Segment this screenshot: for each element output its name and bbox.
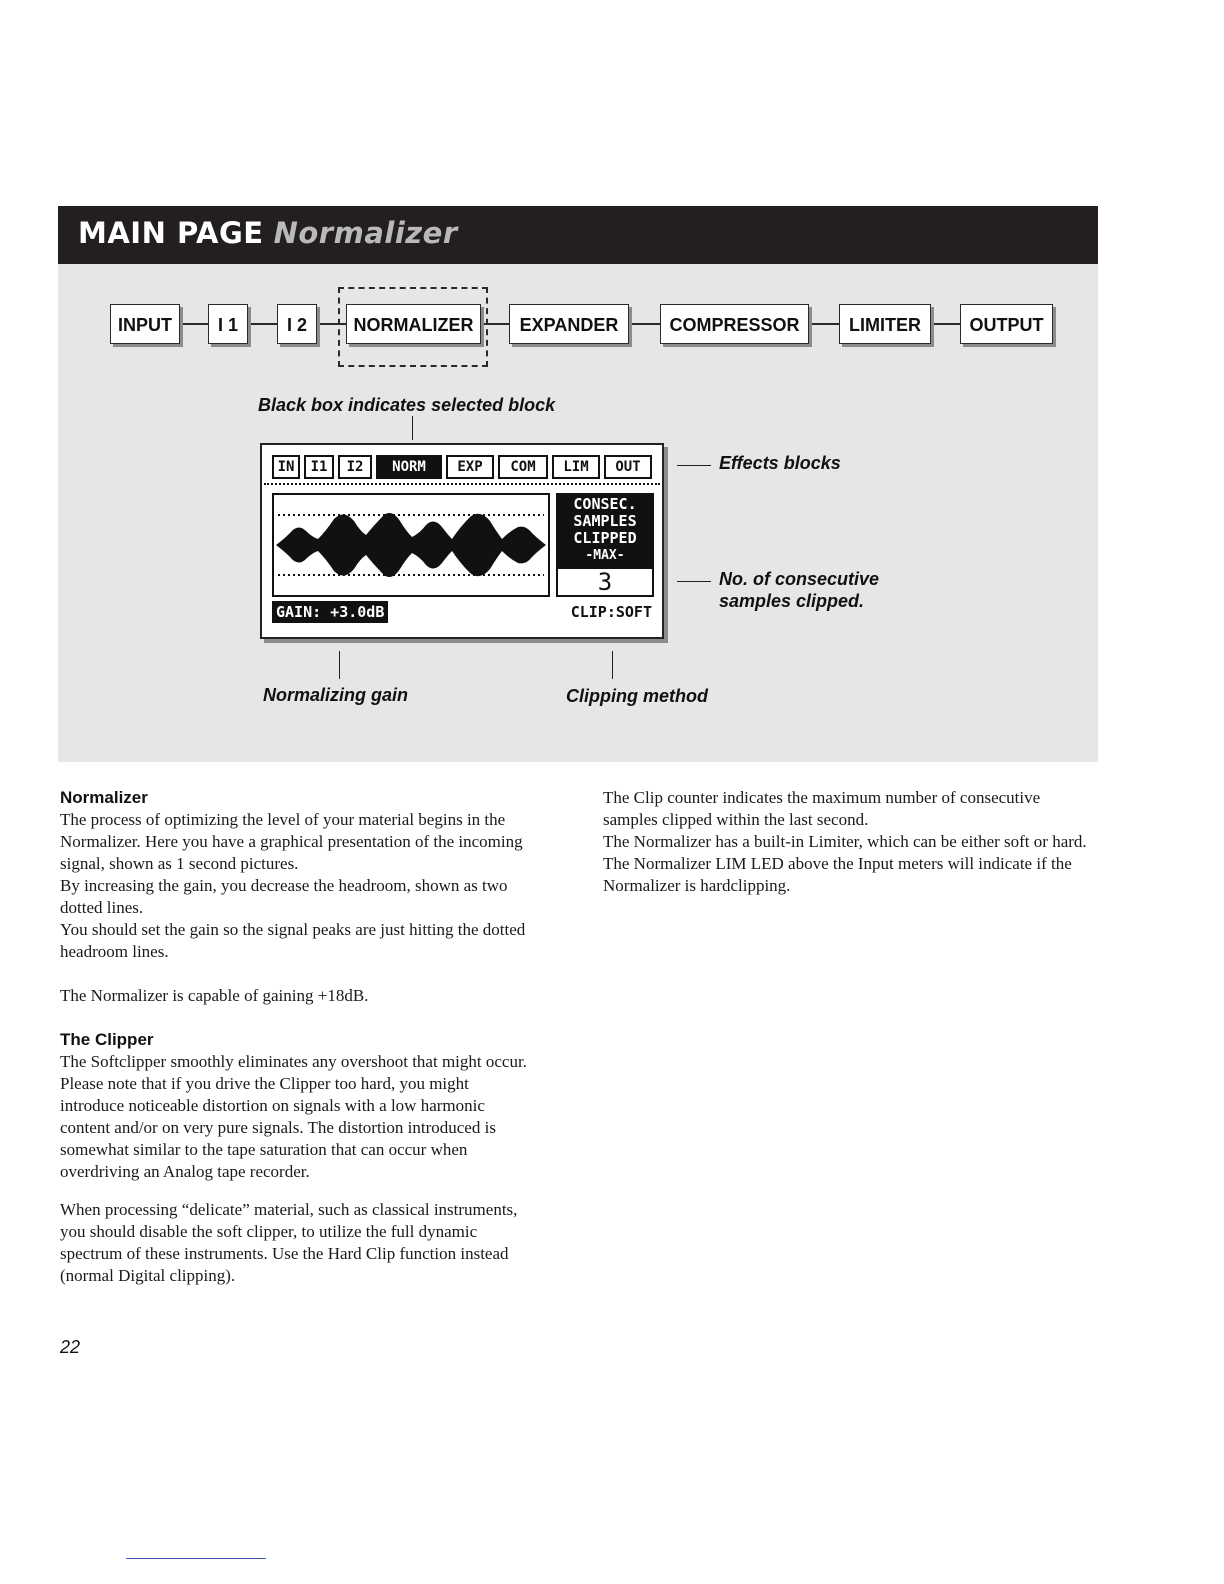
chain-connector	[809, 323, 839, 325]
lcd-display	[260, 443, 664, 639]
chain-block-i2: I 2	[277, 304, 317, 344]
lcd-divider	[264, 483, 660, 487]
lcd-tab-norm: NORM	[376, 455, 442, 479]
paragraph: The Clip counter indicates the maximum number of consecutive samples clipped within the last second.	[603, 788, 1041, 829]
lcd-consec-label	[556, 493, 654, 569]
chain-block-expander: EXPANDER	[509, 304, 629, 344]
page-title	[78, 216, 458, 250]
paragraph: By increasing the gain, you decrease the headroom, shown as two dotted lines.	[60, 876, 508, 917]
paragraph: The Softclipper smoothly eliminates any overshoot that might occur. Please note that if you drive the Clipper too hard, you might introduce noticeable distortion on signals with a low harmonic content and/or on very pure signals. The distortion introduced is somewhat similar to the tape saturation that can occur when overdriving an Analog tape recorder.	[60, 1052, 527, 1181]
consec-line: -MAX-	[585, 548, 625, 563]
lcd-gain-readout: GAIN: +3.0dB	[272, 601, 388, 623]
right-text-column	[603, 787, 1093, 897]
lcd-tab-in: IN	[272, 455, 300, 479]
callout-normalizing-gain: Normalizing gain	[263, 685, 409, 705]
paragraph: When processing “delicate” material, such as classical instruments, you should disable the soft clipper, to utilize the full dynamic spectrum of these instruments. Use the Hard Clip function instead (normal Digital clipping).	[60, 1200, 518, 1285]
waveform-graphic	[274, 495, 548, 595]
section-heading-clipper: The Clipper	[60, 1030, 154, 1049]
section-heading-normalizer: Normalizer	[60, 788, 148, 807]
chain-connector	[248, 323, 277, 325]
chain-block-i1: I 1	[208, 304, 248, 344]
chain-block-limiter: LIMITER	[839, 304, 931, 344]
lcd-tab-i2: I2	[338, 455, 372, 479]
lcd-tab-out: OUT	[604, 455, 652, 479]
callout-consecutive-line2: samples clipped.	[719, 591, 865, 611]
callout-consecutive-line1: No. of consecutive	[719, 569, 880, 589]
chain-block-input: INPUT	[110, 304, 180, 344]
lcd-waveform	[272, 493, 550, 597]
page-number: 22	[60, 1337, 81, 1357]
lcd-tab-i1: I1	[304, 455, 334, 479]
callout-leader	[412, 416, 413, 440]
lcd-tab-com: COM	[498, 455, 548, 479]
consec-line: CLIPPED	[573, 529, 637, 547]
chain-connector	[629, 323, 660, 325]
header-title-text: MAIN PAGE	[78, 216, 264, 250]
paragraph: You should set the gain so the signal peaks are just hitting the dotted headroom lines.	[60, 920, 526, 961]
footer-rule	[126, 1558, 266, 1559]
chain-block-compressor: COMPRESSOR	[660, 304, 809, 344]
callout-leader	[339, 651, 340, 679]
chain-connector	[180, 323, 208, 325]
callout-leader	[677, 465, 711, 466]
page-header-band	[58, 206, 1098, 264]
lcd-tab-lim: LIM	[552, 455, 600, 479]
paragraph: The Normalizer is capable of gaining +18dB.	[60, 986, 369, 1005]
chain-connector	[931, 323, 960, 325]
paragraph: The process of optimizing the level of your material begins in the Normalizer. Here you have a graphical presentation of the incoming signal, shown as 1 second pictures.	[60, 810, 523, 873]
callout-selected-block: Black box indicates selected block	[258, 395, 556, 415]
lcd-tab-exp: EXP	[446, 455, 494, 479]
callout-leader	[677, 581, 711, 582]
left-text-column	[60, 787, 530, 1287]
consec-line: SAMPLES	[573, 512, 637, 530]
chain-block-output: OUTPUT	[960, 304, 1053, 344]
consec-line: CONSEC.	[573, 495, 637, 513]
callout-clipping-method: Clipping method	[566, 686, 708, 706]
callout-leader	[612, 651, 613, 679]
header-subtitle: Normalizer	[273, 216, 458, 250]
lcd-clip-readout: CLIP:SOFT	[570, 603, 652, 621]
callout-effects-blocks: Effects blocks	[719, 453, 841, 473]
lcd-consec-value: 3	[556, 567, 654, 597]
paragraph: The Normalizer has a built-in Limiter, which can be either soft or hard. The Normalizer LIM LED above the Input meters will indicate if the Normalizer is hardclipping.	[603, 832, 1087, 895]
chain-block-normalizer: NORMALIZER	[346, 304, 481, 344]
